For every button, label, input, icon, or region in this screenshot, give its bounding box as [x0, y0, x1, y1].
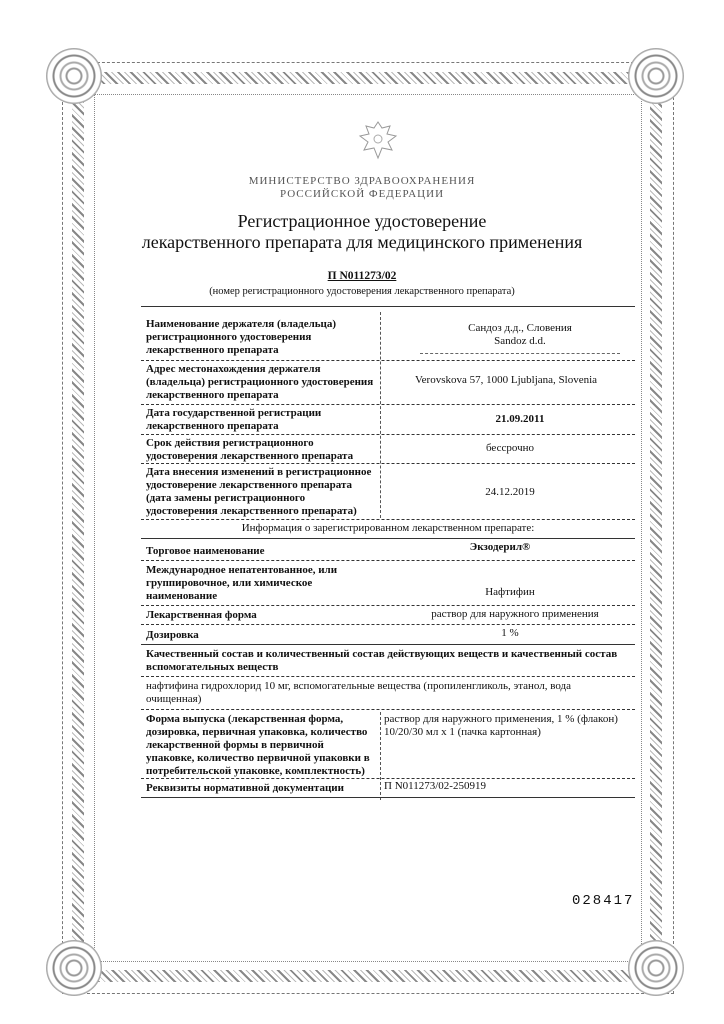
coat-of-arms-emblem: [352, 118, 404, 164]
inn-value: Нафтифин: [485, 586, 535, 598]
table-top-rule: [141, 306, 635, 307]
holder-address-label: Адрес местонахождения держателя (владельца) регистрационного удостоверения лекарственного препарата: [146, 363, 374, 401]
composition-label: Качественный состав и количественный состав действующих веществ и качественный состав вспомогательных веществ: [146, 648, 618, 673]
composition-value: нафтифина гидрохлорид 10 мг, вспомогательные вещества (пропиленгликоль, этанол, вода очищенная): [146, 680, 572, 705]
inn-label: Международное непатентованное, или группировочное, или химическое наименование: [146, 564, 338, 602]
row-divider: [141, 463, 635, 464]
row-divider: [141, 360, 635, 361]
changes-date-label: Дата внесения изменений в регистрационное удостоверение лекарственного препарата (дата замены регистрационного удостоверения лекарственного препарата): [146, 466, 372, 517]
corner-ornament-bottom-left: [46, 940, 102, 996]
dosage-label: Дозировка: [146, 629, 199, 641]
release-form-label: Форма выпуска (лекарственная форма, дозировка, первичная упаковка, количество лекарственной формы в первичной упаковке, количество первичной упаковки в потребительской упаковке, комплектность): [146, 713, 370, 777]
validity-period-label: Срок действия регистрационного удостоверения лекарственного препарата: [146, 437, 354, 462]
row-divider: [141, 644, 635, 645]
row-divider: [141, 434, 635, 435]
row-divider: [141, 605, 635, 606]
ministry-name-line1: МИНИСТЕРСТВО ЗДРАВООХРАНЕНИЯ: [248, 175, 476, 187]
holder-address-value: Verovskova 57, 1000 Ljubljana, Slovenia: [414, 374, 598, 386]
row-divider: [141, 778, 635, 779]
serial-number: 028417: [572, 893, 635, 909]
dosage-value: 1 %: [501, 627, 519, 639]
normative-docs-label: Реквизиты нормативной документации: [146, 782, 344, 794]
holder-name-value: Сандоз д.д., Словения Sandoz d.d.: [468, 322, 572, 347]
normative-docs-value: П N011273/02-250919: [384, 780, 486, 792]
holder-name-label: Наименование держателя (владельца) регистрационного удостоверения лекарственного препарата: [146, 318, 337, 356]
value-underline: [420, 353, 620, 354]
info-heading: Информация о зарегистрированном лекарственном препарате:: [241, 522, 535, 534]
registration-number: П N011273/02: [327, 270, 397, 282]
trade-name-label: Торговое наименование: [146, 545, 265, 557]
validity-period-value: бессрочно: [485, 442, 534, 454]
corner-ornament-bottom-right: [628, 940, 684, 996]
row-divider: [141, 519, 635, 520]
row-divider: [141, 404, 635, 405]
dosage-form-label: Лекарственная форма: [146, 609, 257, 621]
trade-name-value: Экзодерил®: [469, 541, 531, 553]
registration-date-value: 21.09.2011: [495, 413, 545, 425]
row-divider: [141, 709, 635, 710]
changes-date-value: 24.12.2019: [485, 486, 535, 498]
row-divider: [141, 624, 635, 625]
document-title-line1: Регистрационное удостоверение: [237, 211, 487, 231]
registration-date-label: Дата государственной регистрации лекарственного препарата: [146, 407, 322, 432]
row-divider: [141, 560, 635, 561]
table-column-divider: [380, 312, 381, 518]
registration-number-caption: (номер регистрационного удостоверения лекарственного препарата): [209, 286, 515, 297]
info-rule: [141, 538, 635, 539]
dosage-form-value: раствор для наружного применения: [431, 608, 599, 620]
ministry-name-line2: РОССИЙСКОЙ ФЕДЕРАЦИИ: [279, 188, 445, 200]
row-divider: [141, 676, 635, 677]
document-title-line2: лекарственного препарата для медицинского применения: [141, 232, 583, 252]
table-bottom-rule: [141, 797, 635, 798]
table-column-divider: [380, 712, 381, 800]
corner-ornament-top-right: [628, 48, 684, 104]
corner-ornament-top-left: [46, 48, 102, 104]
release-form-value: раствор для наружного применения, 1 % (флакон) 10/20/30 мл х 1 (пачка картонная): [384, 713, 618, 738]
